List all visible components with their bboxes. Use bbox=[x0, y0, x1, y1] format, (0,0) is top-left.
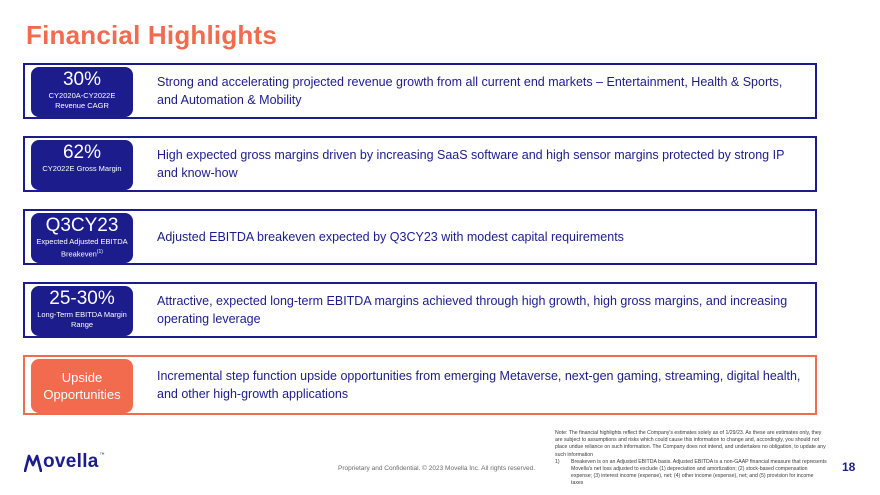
metric-caption: Long-Term EBITDA Margin Range bbox=[37, 310, 127, 329]
metric-badge bbox=[31, 67, 133, 117]
upside-label-line2: Opportunities bbox=[43, 387, 121, 402]
logo-trademark: ™ bbox=[99, 452, 105, 458]
logo-text: ovella bbox=[43, 451, 99, 472]
footnotes bbox=[555, 430, 827, 488]
footnote-text: Breakeven is on an Adjusted EBITDA basis. Adjusted EBITDA is a non-GAAP financial measure that represents Movella's net loss adjusted to exclude (1) depreciation and amortization; (2) stock-based compensation expense; (3) interest income (expense), net; (4) other income (expense), net; and (5) provision for income taxes bbox=[571, 458, 827, 487]
metric-badge bbox=[31, 286, 133, 336]
highlight-row bbox=[23, 282, 817, 338]
metric-value: Q3CY23 bbox=[45, 215, 119, 236]
upside-badge bbox=[31, 359, 133, 413]
highlight-row bbox=[23, 63, 817, 119]
metric-value: 62% bbox=[62, 142, 102, 163]
highlight-description: Attractive, expected long-term EBITDA margins achieved through high growth, high gross margins, and increasing operating leverage bbox=[157, 294, 788, 326]
highlight-row bbox=[23, 136, 817, 192]
upside-label-line1: Upside bbox=[61, 370, 103, 385]
highlight-row bbox=[23, 209, 817, 265]
upside-row bbox=[23, 355, 817, 415]
movella-m-icon bbox=[24, 454, 42, 472]
highlight-description: Strong and accelerating projected revenue growth from all current end markets – Entertainment, Health & Sports, and Automation & Mobility bbox=[157, 75, 783, 107]
page-title: Financial Highlights bbox=[26, 20, 278, 50]
metric-caption: CY2020A-CY2022E Revenue CAGR bbox=[48, 91, 116, 110]
metric-badge bbox=[31, 213, 133, 263]
metric-badge bbox=[31, 140, 133, 190]
highlight-description: High expected gross margins driven by increasing SaaS software and high sensor margins protected by strong IP and know-how bbox=[157, 148, 785, 180]
footnote-marker: (1) bbox=[96, 249, 103, 255]
footnote-number: 1) bbox=[555, 458, 560, 465]
footnote-1 bbox=[555, 459, 827, 488]
metric-caption: Expected Adjusted EBITDA Breakeven$^{(1)}$ bbox=[36, 237, 128, 259]
note-text: Note: The financial highlights reflect the Company's estimates solely as of 1/29/23. As these are estimates only, they are subject to assumptions and risks which could cause this information to change and, accordingly, you should not place undue reliance on such information. The Company does not intend, and undertakes no obligation, to update any such information bbox=[555, 430, 826, 458]
metric-caption: CY2022E Gross Margin bbox=[42, 164, 122, 173]
highlight-description: Adjusted EBITDA breakeven expected by Q3CY23 with modest capital requirements bbox=[157, 230, 624, 244]
metric-value: 25-30% bbox=[49, 288, 115, 309]
metric-value: 30% bbox=[62, 69, 102, 90]
movella-logo bbox=[24, 452, 105, 472]
confidential-notice: Proprietary and Confidential. © 2023 Movella Inc. All rights reserved. bbox=[338, 465, 535, 472]
upside-description: Incremental step function upside opportunities from emerging Metaverse, next-gen gaming, streaming, digital health, and other high-growth applications bbox=[157, 369, 801, 401]
page-number: 18 bbox=[842, 460, 856, 474]
